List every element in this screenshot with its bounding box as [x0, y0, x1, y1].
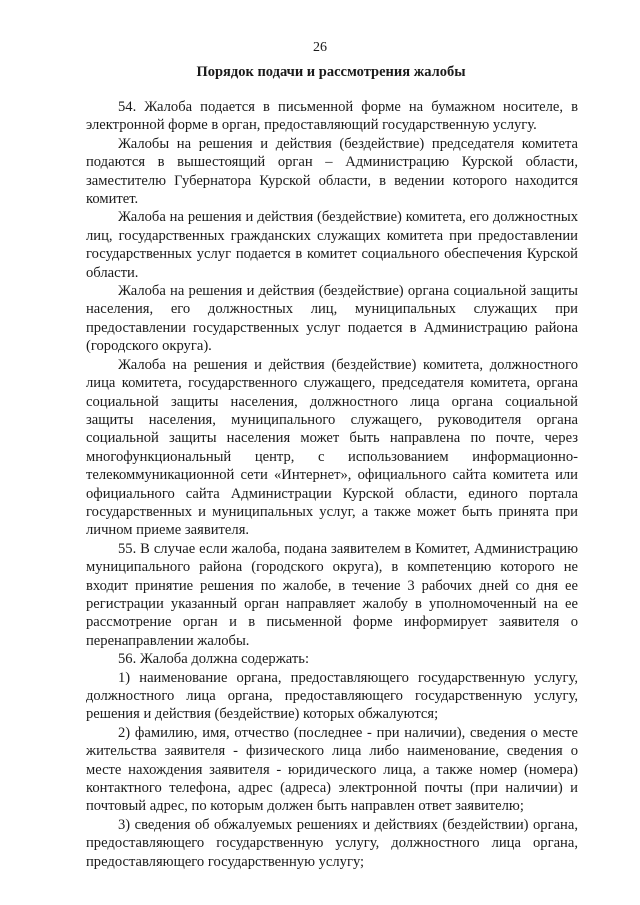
section-heading: Порядок подачи и рассмотрения жалобы	[196, 64, 466, 80]
list-item-2: 2) фамилию, имя, отчество (последнее - при наличии), сведения о месте жительства заявителя - физического лица либо наименование, сведения о месте нахождения заявителя - юридического лица, а также номер (номера) контактного телефона, адрес (адреса) электронной почты (при наличии) и почтовый адрес, по которым должен быть направлен ответ заявителю;	[86, 724, 578, 815]
paragraph-56: 56. Жалоба должна содержать:	[118, 651, 309, 668]
document-body	[86, 98, 578, 871]
list-item-1: 1) наименование органа, предоставляющего государственную услугу, должностного лица органа, предоставляющего государственную услугу, решения и действия (бездействие) которых обжалуются;	[86, 669, 578, 723]
paragraph-54: 54. Жалоба подается в письменной форме на бумажном носителе, в электронной форме в орган, предоставляющий государственную услугу.	[86, 99, 578, 134]
page-number: 26	[313, 40, 327, 55]
paragraph-complaint-committee: Жалоба на решения и действия (бездействие) комитета, его должностных лиц, государственных гражданских служащих комитета при предоставлении государственных услуг подается в комитет социального обеспечения Курской области.	[86, 209, 578, 281]
paragraph-complaint-channels: Жалоба на решения и действия (бездействие) комитета, должностного лица комитета, государственного служащего, председателя комитета, органа социальной защиты населения, должностного лица органа социальной защиты населения, муниципального служащего, руководителя органа социальной защиты населения может быть направлена по почте, через многофункциональный центр, с использованием информационно-телекоммуникационной сети «Интернет», официального сайта комитета или официального сайта Администрации Курской области, единого портала государственных и муниципальных услуг, а также может быть принята при личном приеме заявителя.	[86, 356, 578, 539]
paragraph-55: 55. В случае если жалоба, подана заявителем в Комитет, Администрацию муниципального района (городского округа), в компетенцию которого не входит принятие решения по жалобе, в течение 3 рабочих дней со дня ее регистрации указанный орган направляет жалобу в уполномоченный на ее рассмотрение орган и в письменной форме информирует заявителя о перенаправлении жалобы.	[86, 540, 578, 649]
paragraph-complaint-chairman: Жалобы на решения и действия (бездействие) председателя комитета подаются в вышестоящий орган – Администрацию Курской области, заместителю Губернатора Курской области, в ведении которого находится комитет.	[86, 135, 578, 208]
list-item-3: 3) сведения об обжалуемых решениях и действиях (бездействии) органа, предоставляющего государственную услугу, должностного лица органа, предоставляющего государственную услугу;	[86, 816, 578, 870]
paragraph-complaint-social-protection: Жалоба на решения и действия (бездействие) органа социальной защиты населения, его должностных лиц, муниципальных служащих при предоставлении государственных услуг подается в Администрацию района (городского округа).	[86, 283, 578, 355]
